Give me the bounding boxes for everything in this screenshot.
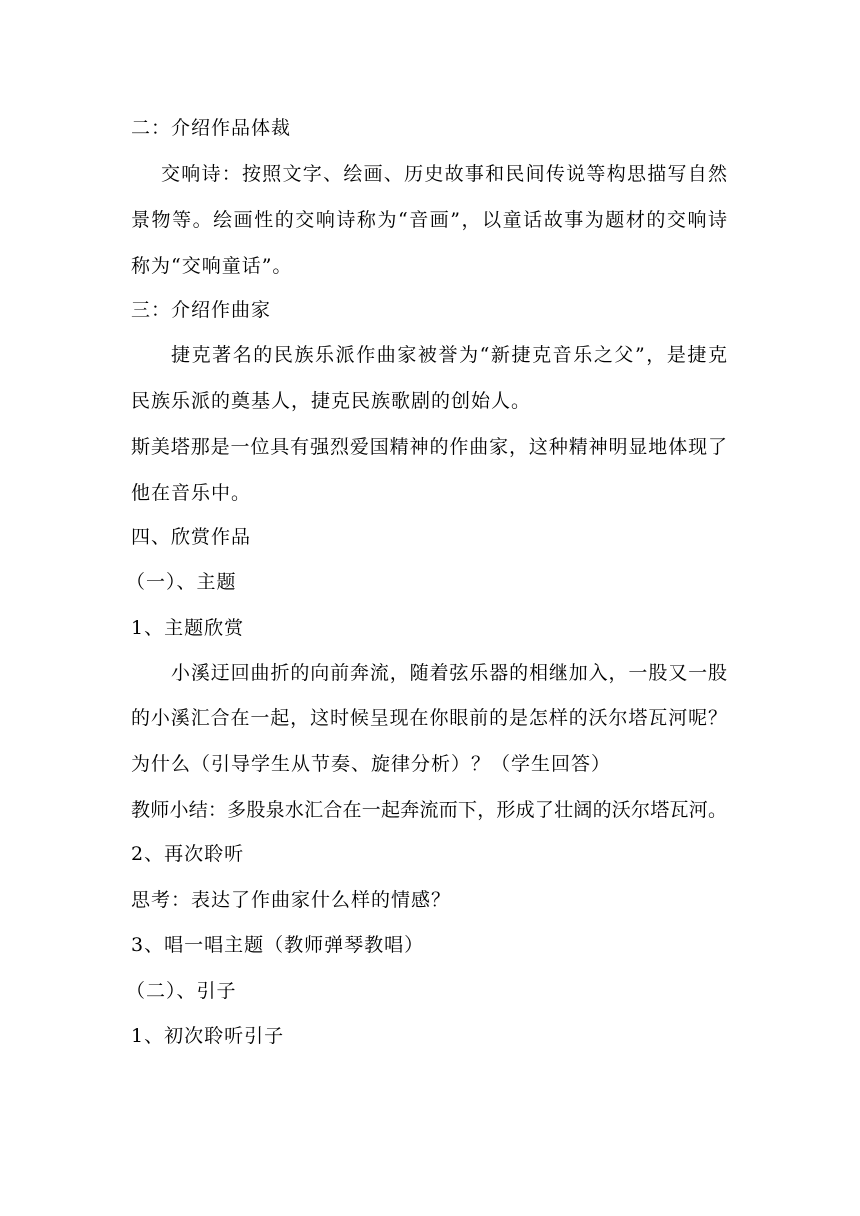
item-theme-appreciation: 1、主题欣赏 [131, 617, 245, 639]
subheading-introduction: （二）、引子 [126, 980, 237, 1002]
paragraph-line: 称为“交响童话”。 [131, 255, 293, 277]
paragraph-line: 民族乐派的奠基人，捷克民族歌剧的创始人。 [131, 390, 532, 412]
paragraph-line: 他在音乐中。 [131, 482, 252, 504]
item-listen-again: 2、再次聆听 [131, 843, 245, 865]
paragraph-line: 斯美塔那是一位具有强烈爱国精神的作曲家，这种精神明显地体现了 [131, 436, 727, 458]
heading-composer: 三：介绍作曲家 [131, 299, 272, 321]
heading-appreciation: 四、欣赏作品 [131, 526, 252, 548]
item-first-listen-introduction: 1、初次聆听引子 [131, 1025, 285, 1047]
item-sing-theme: 3、唱一唱主题（教师弹琴教唱） [131, 934, 425, 956]
paragraph-line: 思考：表达了作曲家什么样的情感？ [131, 889, 452, 911]
paragraph-line: 的小溪汇合在一起，这时候呈现在你眼前的是怎样的沃尔塔瓦河呢？ [131, 707, 727, 729]
heading-genre: 二：介绍作品体裁 [131, 117, 292, 139]
paragraph-line: 为什么（引导学生从节奏、旋律分析）？（学生回答） [131, 753, 612, 775]
paragraph-line: 捷克著名的民族乐派作曲家被誉为“新捷克音乐之父”，是捷克 [171, 344, 727, 366]
paragraph-line: 教师小结：多股泉水汇合在一起奔流而下，形成了壮阔的沃尔塔瓦河。 [131, 799, 727, 821]
paragraph-line: 小溪迂回曲折的向前奔流，随着弦乐器的相继加入，一股又一股 [171, 662, 727, 684]
paragraph-line: 景物等。绘画性的交响诗称为“音画”，以童话故事为题材的交响诗 [131, 209, 727, 231]
subheading-theme: （一）、主题 [126, 571, 237, 593]
paragraph-line: 交响诗：按照文字、绘画、历史故事和民间传说等构思描写自然 [161, 163, 727, 185]
